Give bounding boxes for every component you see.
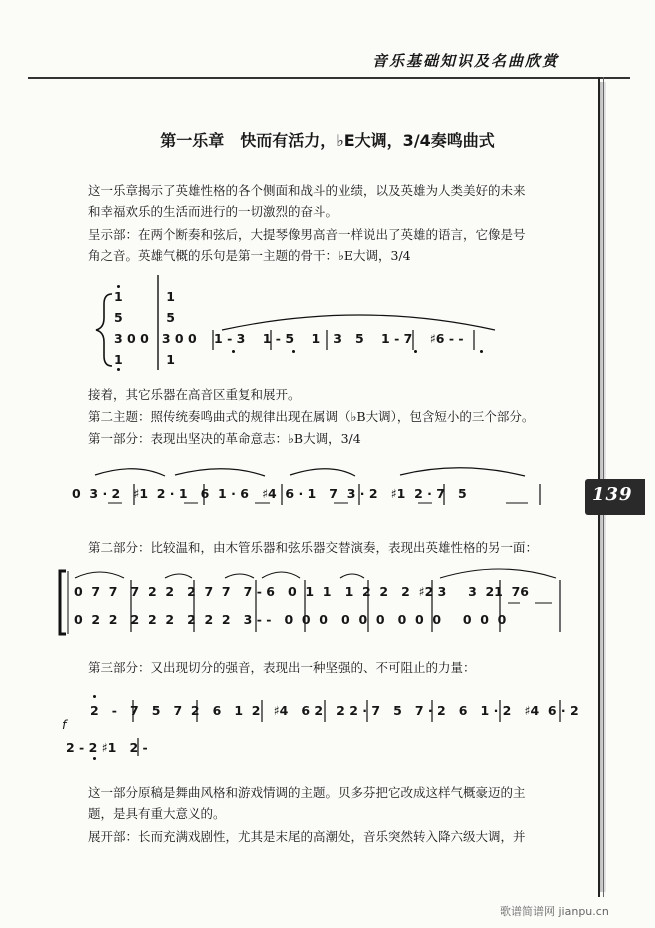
score-1-row-2: 5 5: [114, 310, 175, 325]
paragraph-2-line-1: 呈示部：在两个断奏和弦后，大提琴像男高音一样说出了英雄的语言，它像是号: [88, 227, 526, 242]
watermark: 歌谱简谱网 jianpu.cn: [500, 905, 609, 918]
header-rule: [28, 77, 630, 79]
score-3-lower-staff: 0 2 2 2 2 2 2 2 2 3 - - 0 0 0 0 0 0 0 0 0 0 0 0: [74, 612, 507, 627]
paragraph-8-line-1: 这一部分原稿是舞曲风格和游戏情调的主题。贝多芬把它改成这样气概豪迈的主: [88, 785, 526, 800]
paragraph-6: 第二部分：比较温和，由木管乐器和弦乐器交替演奏，表现出英雄性格的另一面：: [88, 540, 539, 555]
score-1-row-1: 1 1: [114, 289, 175, 304]
score-3-upper-staff: 0 7 7 7 2 2 2 7 7 7 - 6 0 1 1 1 2 2 2 ♯2 3 3 21 76: [74, 584, 529, 599]
book-header-title: 音乐基础知识及名曲欣赏: [372, 52, 560, 70]
score-1-row-3: 3 0 0 3 0 0 1 - 3 1 - 5 1 3 5 1 - 7 ♯6 - -: [114, 331, 464, 346]
paragraph-8-line-2: 题，是具有重大意义的。: [88, 806, 226, 821]
paragraph-9: 展开部：长而充满戏剧性，尤其是末尾的高潮处，音乐突然转入降六级大调，并: [88, 829, 526, 844]
score-4-row-2: 2 - 2 ♯1 2 -: [66, 740, 148, 755]
score-2-row-1: 0 3 · 2 ♯1 2 · 1 6 1 · 6 ♯4 6 · 1 7 3 · 2 ♯1 2 · 7 5: [72, 486, 467, 501]
score-1-row-4: 1 1: [114, 352, 175, 367]
paragraph-3: 接着，其它乐器在高音区重复和展开。: [88, 387, 301, 402]
paragraph-7: 第三部分：又出现切分的强音，表现出一种坚强的、不可阻止的力量：: [88, 660, 476, 675]
page-number: 139: [592, 484, 633, 505]
chapter-title: 第一乐章 快而有活力，♭E大调，3/4奏鸣曲式: [160, 131, 495, 150]
dynamic-marking: f: [62, 717, 67, 732]
paragraph-1-line-2: 和幸福欢乐的生活而进行的一切激烈的奋斗。: [88, 204, 339, 219]
paragraph-2-line-2: 角之音。英雄气概的乐句是第一主题的骨干：♭E大调，3/4: [88, 248, 411, 263]
score-4-row-1: 2 - 7 5 7 2 6 1 2 ♯4 6 2 2 2 · 7 5 7 · 2 6 1 · 2 ♯4 6 · 2: [90, 703, 579, 718]
paragraph-4: 第二主题：照传统奏鸣曲式的规律出现在属调（♭B大调），包含短小的三个部分。: [88, 409, 535, 424]
paragraph-5: 第一部分：表现出坚决的革命意志：♭B大调，3/4: [88, 431, 361, 446]
paragraph-1-line-1: 这一乐章揭示了英雄性格的各个侧面和战斗的业绩，以及英雄为人类美好的未来: [88, 183, 526, 198]
